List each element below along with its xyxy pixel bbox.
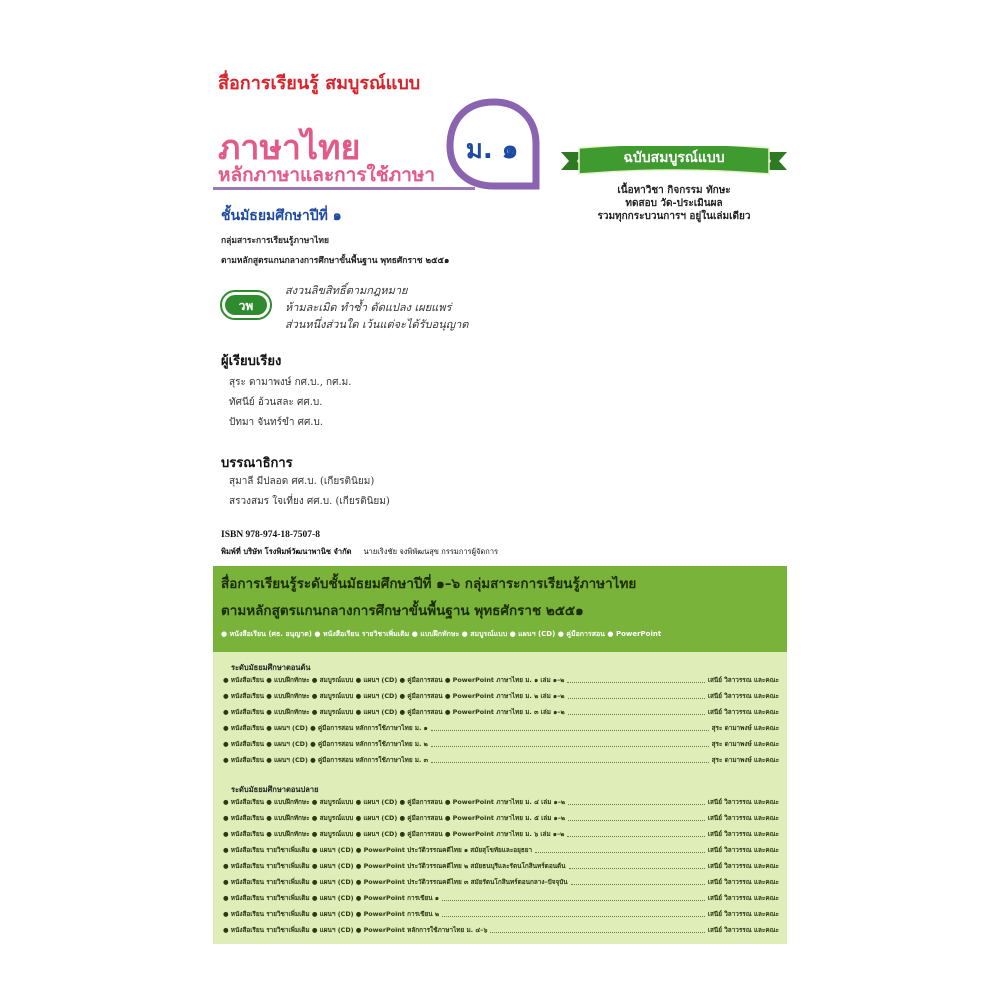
catalog-product-types: ● หนังสือเรียน (ศธ. อนุญาต) ● หนังสือเรียน รายวิชาเพิ่มเติม ● แบบฝึกทักษะ ● สมบูรณ์แบบ ● แผนฯ (CD) ● คู่มือการสอน ● PowerPoint bbox=[221, 630, 662, 638]
catalog-row-author: เสนีย์ วิลาวรรณ และคณะ bbox=[707, 676, 779, 684]
catalog-row-items: ● หนังสือเรียน ● แบบฝึกทักษะ ● สมบูรณ์แบบ ● แผนฯ (CD) ● คู่มือการสอน ● PowerPoint ภาษาไทย ม. ๔ เล่ม ๑–๒ bbox=[223, 798, 566, 806]
catalog-row bbox=[223, 706, 779, 718]
catalog-row bbox=[223, 876, 779, 888]
lower-secondary-heading: ระดับมัธยมศึกษาตอนต้น bbox=[231, 663, 311, 672]
catalog-row-author: เสนีย์ วิลาวรรณ และคณะ bbox=[707, 814, 779, 822]
catalog-row-items: ● หนังสือเรียน ● แผนฯ (CD) ● คู่มือการสอน หลักการใช้ภาษาไทย ม. ๑ bbox=[223, 724, 428, 732]
badge-description bbox=[561, 184, 787, 223]
catalog-row bbox=[223, 844, 779, 856]
grade-badge bbox=[444, 98, 544, 190]
curriculum-line: ตามหลักสูตรแกนกลางการศึกษาขั้นพื้นฐาน พุทธศักราช ๒๕๕๑ bbox=[221, 256, 450, 266]
catalog-row-author: สุระ ดามาพงษ์ และคณะ bbox=[711, 724, 779, 732]
catalog-row bbox=[223, 674, 779, 686]
isbn: ISBN 978-974-18-7507-8 bbox=[221, 530, 320, 540]
printer-company: พิมพ์ที่ บริษัท โรงพิมพ์วัฒนาพานิช จำกัด bbox=[221, 547, 352, 556]
catalog-row bbox=[223, 892, 779, 904]
complete-edition-label: ฉบับสมบูรณ์แบบ bbox=[623, 150, 725, 166]
catalog-row bbox=[223, 690, 779, 702]
catalog-row-author: สุระ ดามาพงษ์ และคณะ bbox=[711, 740, 779, 748]
catalog-row-author: เสนีย์ วิลาวรรณ และคณะ bbox=[707, 692, 779, 700]
editor-name: สุมาลี มีปลอด ศศ.บ. (เกียรตินิยม) bbox=[229, 476, 375, 487]
catalog-row-items: ● หนังสือเรียน ● แบบฝึกทักษะ ● สมบูรณ์แบบ ● แผนฯ (CD) ● คู่มือการสอน ● PowerPoint ภาษาไทย ม. ๓ เล่ม ๑–๒ bbox=[223, 708, 565, 716]
book-title: ภาษาไทย bbox=[218, 128, 361, 168]
title-underline bbox=[213, 187, 475, 190]
catalog-row-items: ● หนังสือเรียน ● แบบฝึกทักษะ ● สมบูรณ์แบบ ● แผนฯ (CD) ● คู่มือการสอน ● PowerPoint ภาษาไทย ม. ๖ เล่ม ๑–๒ bbox=[223, 830, 565, 838]
catalog-subtitle: ตามหลักสูตรแกนกลางการศึกษาขั้นพื้นฐาน พุทธศักราช ๒๕๕๑ bbox=[221, 603, 584, 619]
badge-line: รวมทุกกระบวนการฯ อยู่ในเล่มเดียว bbox=[597, 211, 751, 222]
catalog-row bbox=[223, 908, 779, 920]
catalog-row bbox=[223, 754, 779, 766]
complete-edition-badge bbox=[561, 136, 787, 236]
catalog-row-author: เสนีย์ วิลาวรรณ และคณะ bbox=[707, 878, 779, 886]
catalog-row-items: ● หนังสือเรียน ● แบบฝึกทักษะ ● สมบูรณ์แบบ ● แผนฯ (CD) ● คู่มือการสอน ● PowerPoint ภาษาไทย ม. ๑ เล่ม ๑–๒ bbox=[223, 676, 565, 684]
catalog-row-author: เสนีย์ วิลาวรรณ และคณะ bbox=[707, 846, 779, 854]
series-title: สื่อการเรียนรู้ สมบูรณ์แบบ bbox=[218, 73, 421, 94]
publisher-logo-text: วพ bbox=[238, 299, 254, 313]
catalog-row bbox=[223, 812, 779, 824]
catalog-row bbox=[223, 738, 779, 750]
catalog-box bbox=[213, 566, 787, 944]
copyright-line: สงวนลิขสิทธิ์ตามกฎหมาย bbox=[285, 284, 408, 297]
author-name: ทัศนีย์ อ้วนสละ ศศ.บ. bbox=[229, 397, 323, 408]
grade-badge-label: ม. ๑ bbox=[465, 135, 519, 165]
catalog-row-items: ● หนังสือเรียน รายวิชาเพิ่มเติม ● แผนฯ (CD) ● PowerPoint การเขียน ๒ bbox=[223, 910, 440, 918]
catalog-header bbox=[213, 566, 787, 652]
copyright-page bbox=[213, 0, 787, 1000]
catalog-row-items: ● หนังสือเรียน ● แผนฯ (CD) ● คู่มือการสอน หลักการใช้ภาษาไทย ม. ๓ bbox=[223, 756, 429, 764]
printer-line bbox=[221, 546, 498, 558]
author-name: สุระ ดามาพงษ์ กศ.บ., กศ.ม. bbox=[229, 377, 352, 388]
catalog-row-author: เสนีย์ วิลาวรรณ และคณะ bbox=[707, 798, 779, 806]
catalog-row-author: เสนีย์ วิลาวรรณ และคณะ bbox=[707, 708, 779, 716]
editors-heading: บรรณาธิการ bbox=[221, 456, 293, 471]
catalog-row-items: ● หนังสือเรียน ● แผนฯ (CD) ● คู่มือการสอน หลักการใช้ภาษาไทย ม. ๒ bbox=[223, 740, 428, 748]
catalog-row-items: ● หนังสือเรียน ● แบบฝึกทักษะ ● สมบูรณ์แบบ ● แผนฯ (CD) ● คู่มือการสอน ● PowerPoint ภาษาไทย ม. ๒ เล่ม ๑–๒ bbox=[223, 692, 565, 700]
catalog-title: สื่อการเรียนรู้ระดับชั้นมัธยมศึกษาปีที่ ๑–๖ กลุ่มสาระการเรียนรู้ภาษาไทย bbox=[221, 576, 637, 592]
catalog-row-author: สุระ ดามาพงษ์ และคณะ bbox=[711, 756, 779, 764]
printer-manager: นายเริงชัย จงพิพัฒนสุข กรรมการผู้จัดการ bbox=[363, 547, 499, 556]
catalog-row bbox=[223, 860, 779, 872]
catalog-row-author: เสนีย์ วิลาวรรณ และคณะ bbox=[707, 862, 779, 870]
catalog-row-items: ● หนังสือเรียน รายวิชาเพิ่มเติม ● แผนฯ (CD) ● PowerPoint การเขียน ๑ bbox=[223, 894, 439, 902]
catalog-row-author: เสนีย์ วิลาวรรณ และคณะ bbox=[707, 830, 779, 838]
subject-group: กลุ่มสาระการเรียนรู้ภาษาไทย bbox=[221, 236, 329, 246]
authors-heading: ผู้เรียบเรียง bbox=[221, 354, 282, 369]
catalog-row-items: ● หนังสือเรียน ● แบบฝึกทักษะ ● สมบูรณ์แบบ ● แผนฯ (CD) ● คู่มือการสอน ● PowerPoint ภาษาไทย ม. ๕ เล่ม ๑–๒ bbox=[223, 814, 566, 822]
catalog-row bbox=[223, 796, 779, 808]
catalog-row-author: เสนีย์ วิลาวรรณ และคณะ bbox=[707, 910, 779, 918]
catalog-row-items: ● หนังสือเรียน รายวิชาเพิ่มเติม ● แผนฯ (CD) ● PowerPoint ประวัติวรรณคดีไทย ๓ สมัยรัตนโกสินทร์ตอนกลาง–ปัจจุบัน bbox=[223, 878, 568, 886]
grade-level: ชั้นมัธยมศึกษาปีที่ ๑ bbox=[221, 208, 342, 224]
book-subtitle: หลักภาษาและการใช้ภาษา bbox=[218, 164, 436, 186]
catalog-row-items: ● หนังสือเรียน รายวิชาเพิ่มเติม ● แผนฯ (CD) ● PowerPoint ประวัติวรรณคดีไทย ๑ สมัยสุโขทัยและอยุธยา bbox=[223, 846, 533, 854]
editor-name: สรวงสมร ใจเที่ยง ศศ.บ. (เกียรตินิยม) bbox=[229, 496, 390, 507]
catalog-row bbox=[223, 924, 779, 936]
copyright-notice bbox=[285, 282, 468, 333]
badge-line: ทดสอบ วัด-ประเมินผล bbox=[625, 198, 723, 209]
copyright-line: ห้ามละเมิด ทำซ้ำ ดัดแปลง เผยแพร่ bbox=[285, 301, 452, 314]
copyright-line: ส่วนหนึ่งส่วนใด เว้นแต่จะได้รับอนุญาต bbox=[285, 318, 469, 331]
catalog-row bbox=[223, 828, 779, 840]
upper-secondary-heading: ระดับมัธยมศึกษาตอนปลาย bbox=[231, 785, 319, 794]
catalog-row-items: ● หนังสือเรียน รายวิชาเพิ่มเติม ● แผนฯ (CD) ● PowerPoint ประวัติวรรณคดีไทย ๒ สมัยธนบุรีและรัตนโกสินทร์ตอนต้น bbox=[223, 862, 566, 870]
catalog-row-author: เสนีย์ วิลาวรรณ และคณะ bbox=[707, 926, 779, 934]
catalog-row-items: ● หนังสือเรียน รายวิชาเพิ่มเติม ● แผนฯ (CD) ● PowerPoint หลักการใช้ภาษาไทย ม. ๔–๖ bbox=[223, 926, 488, 934]
badge-line: เนื้อหาวิชา กิจกรรม ทักษะ bbox=[617, 185, 731, 196]
catalog-row-author: เสนีย์ วิลาวรรณ และคณะ bbox=[707, 894, 779, 902]
author-name: ปัทมา จันทร์ขำ ศศ.บ. bbox=[229, 417, 324, 428]
catalog-row bbox=[223, 722, 779, 734]
publisher-logo bbox=[220, 290, 272, 320]
